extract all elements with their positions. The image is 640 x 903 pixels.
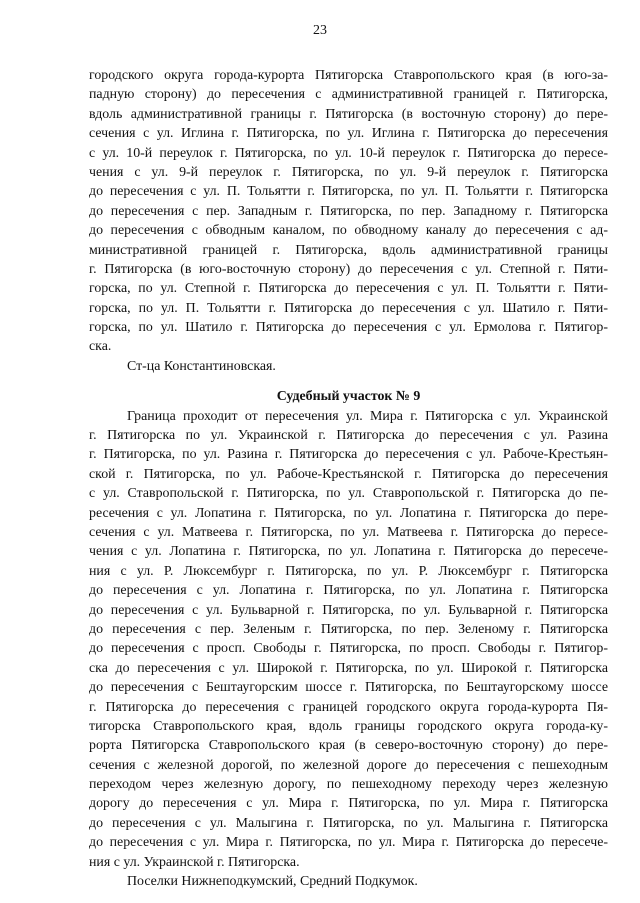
text-line: сечения с ул. Матвеева г. Пятигорска, по ул. Матвеева г. Пятигорска до пересе-: [89, 524, 608, 540]
text-line: чения с ул. Лопатина г. Пятигорска, по ул. Лопатина г. Пятигорска до пересече-: [89, 544, 608, 560]
text-line: до пересечения с ул. Мира г. Пятигорска, по ул. Мира г. Пятигорска до пересече-: [89, 835, 608, 851]
text-line: горска, по ул. П. Тольятти г. Пятигорска до пересечения с ул. Шатило г. Пяти-: [89, 300, 608, 316]
text-line: до пересечения с ул. Бульварной г. Пятигорска, по ул. Бульварной г. Пятигорска: [89, 602, 608, 618]
text-line: горска, по ул. Шатило г. Пятигорска до пересечения с ул. Ермолова г. Пятигор-: [89, 320, 608, 336]
settlement-line-konstantinovskaya: Ст-ца Константиновская.: [127, 358, 276, 374]
text-line: переходом через железную дорогу, по пешеходному переходу через железную: [89, 777, 608, 793]
text-line: до пересечения с Бештаугорским шоссе г. Пятигорска, по Бештаугорскому шоссе: [89, 680, 608, 696]
text-line: рорта Пятигорска Ставропольского края (в северо-восточную сторону) до пере-: [89, 738, 608, 754]
document-body: [89, 66, 608, 891]
text-line: ния с ул. Р. Люксембург г. Пятигорска, по ул. Р. Люксембург г. Пятигорска: [89, 563, 608, 579]
text-line: до пересечения с ул. Малыгина г. Пятигорска, по ул. Малыгина г. Пятигорска: [89, 815, 608, 831]
text-line: сечения с железной дорогой, по железной дороге до пересечения с пешеходным: [89, 757, 608, 773]
text-line: сечения с ул. Иглина г. Пятигорска, по ул. Иглина г. Пятигорска до пересечения: [89, 126, 608, 142]
text-line: ресечения с ул. Лопатина г. Пятигорска, по ул. Лопатина г. Пятигорска до пере-: [89, 505, 608, 521]
text-line: до пересечения с обводным каналом, по обводному каналу до пересечения с ад-: [89, 223, 608, 239]
page-number: 23: [313, 23, 327, 38]
text-line: до пересечения с просп. Свободы г. Пятигорска, по просп. Свободы г. Пятигор-: [89, 641, 608, 657]
text-line: Граница проходит от пересечения ул. Мира г. Пятигорска с ул. Украинской: [127, 408, 608, 424]
text-line: горска, по ул. Степной г. Пятигорска до пересечения с ул. П. Тольятти г. Пяти-: [89, 281, 608, 297]
text-line: ска.: [89, 339, 112, 355]
text-line: ска до пересечения с ул. Широкой г. Пятигорска, по ул. Широкой г. Пятигорска: [89, 660, 608, 676]
settlement-line-podkumok: Поселки Нижнеподкумский, Средний Подкумок.: [127, 874, 418, 890]
section-heading-court-district-9: Судебный участок № 9: [276, 389, 421, 405]
text-line: до пересечения с пер. Западным г. Пятигорска, по пер. Западному г. Пятигорска: [89, 203, 608, 219]
text-line: ской г. Пятигорска, по ул. Рабоче-Крестьянской г. Пятигорска до пересечения: [89, 466, 608, 482]
text-line: министративной границей г. Пятигорска, вдоль административной границы: [89, 242, 608, 258]
text-line: до пересечения с ул. П. Тольятти г. Пятигорска, по ул. П. Тольятти г. Пятигорска: [89, 184, 608, 200]
text-line: г. Пятигорска до пересечения с границей городского округа города-курорта Пя-: [89, 699, 608, 715]
text-line: с ул. Ставропольской г. Пятигорска, по ул. Ставропольской г. Пятигорска до пе-: [89, 486, 608, 502]
text-line: дорогу до пересечения с ул. Мира г. Пятигорска, по ул. Мира г. Пятигорска: [89, 796, 608, 812]
text-line: г. Пятигорска по ул. Украинской г. Пятигорска до пересечения с ул. Разина: [89, 428, 608, 444]
text-line: г. Пятигорска (в юго-восточную сторону) до пересечения с ул. Степной г. Пяти-: [89, 261, 608, 277]
text-line: до пересечения с ул. Лопатина г. Пятигорска, по ул. Лопатина г. Пятигорска: [89, 583, 608, 599]
text-line: вдоль административной границы г. Пятигорска (в восточную сторону) до пере-: [89, 106, 608, 122]
text-line: падную сторону) до пересечения с административной границей г. Пятигорска,: [89, 87, 608, 103]
text-line: тигорска Ставропольского края, вдоль границы городского округа города-ку-: [89, 718, 608, 734]
text-line: ния с ул. Украинской г. Пятигорска.: [89, 854, 300, 870]
paragraph-boundary-continuation: [89, 66, 608, 357]
text-line: г. Пятигорска, по ул. Разина г. Пятигорска до пересечения с ул. Рабоче-Крестьян-: [89, 447, 608, 463]
text-line: чения с ул. 9-й переулок г. Пятигорска, по ул. 9-й переулок г. Пятигорска: [89, 164, 608, 180]
paragraph-boundary-district-9: [89, 407, 608, 872]
text-line: городского округа города-курорта Пятигорска Ставропольского края (в юго-за-: [89, 68, 608, 83]
text-line: до пересечения с пер. Зеленым г. Пятигорска, по пер. Зеленому г. Пятигорска: [89, 621, 608, 637]
text-line: с ул. 10-й переулок г. Пятигорска, по ул. 10-й переулок г. Пятигорска до пересе-: [89, 145, 608, 161]
